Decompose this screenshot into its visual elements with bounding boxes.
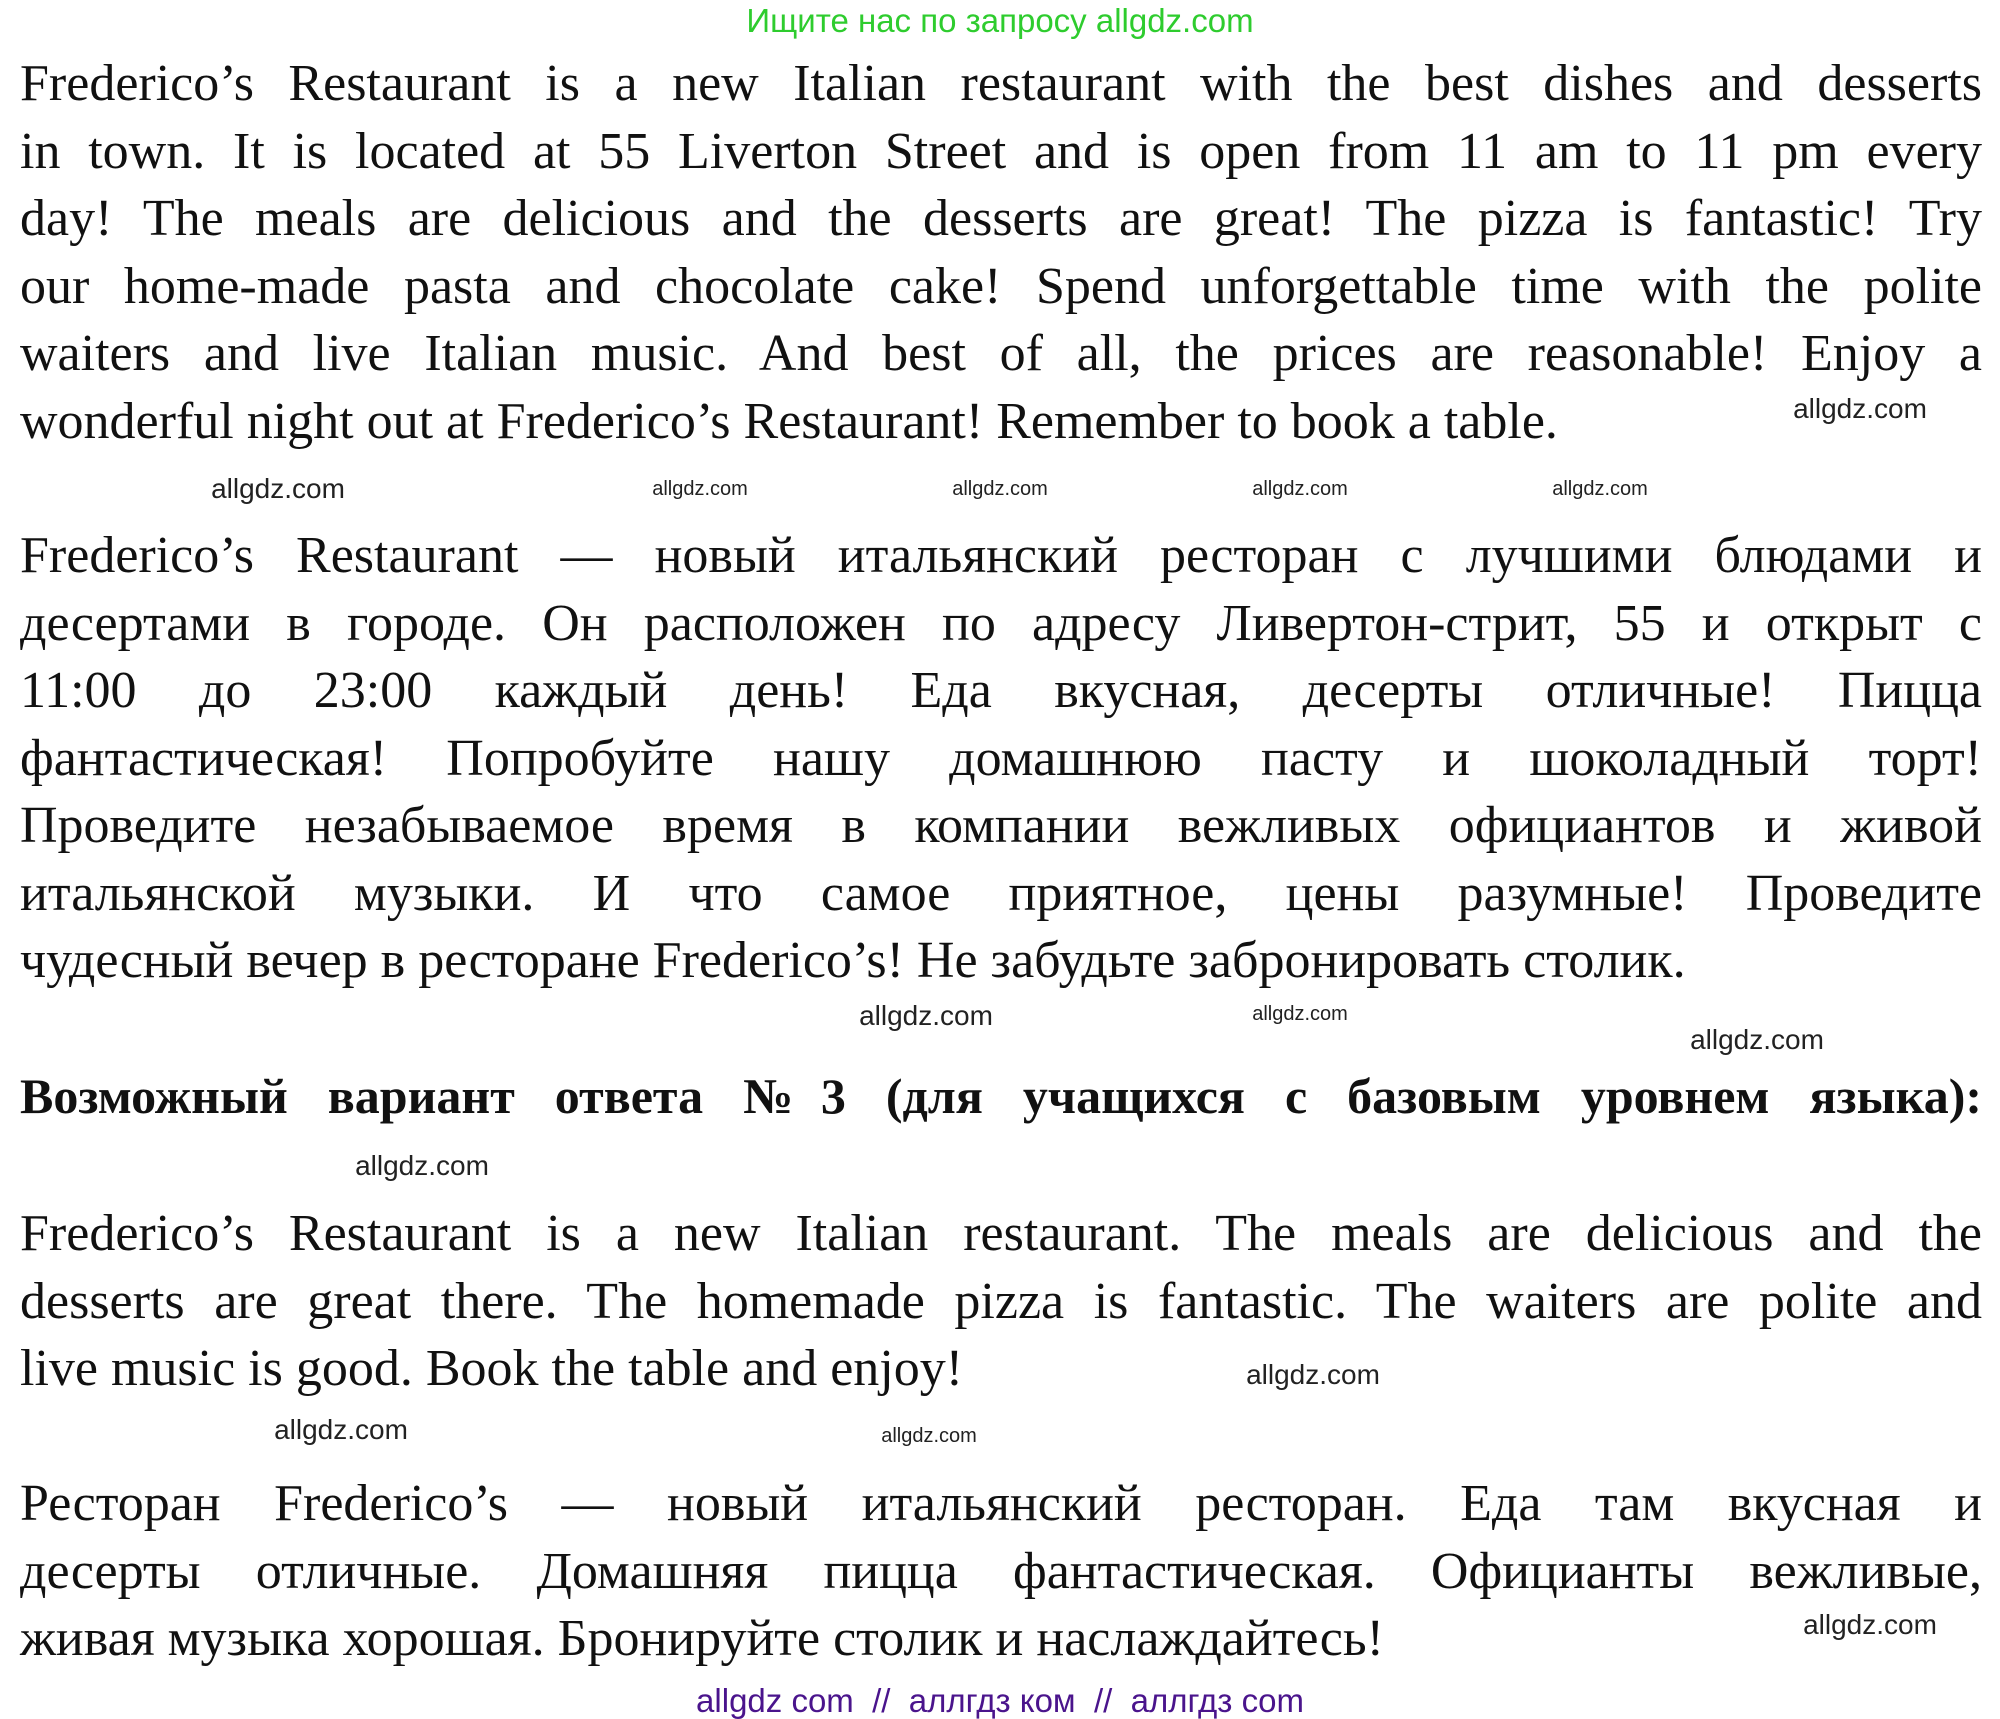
- paragraph-english-1: [20, 50, 1982, 455]
- footer-site-names: allgdz com // аллгдз ком // аллгдз com: [696, 1682, 1304, 1719]
- text-line: waiters and live Italian music. And best of all, the prices are reasonable! Enjoy a: [20, 325, 1982, 382]
- text-line: wonderful night out at Frederico’s Restaurant! Remember to book a table.: [20, 392, 1558, 450]
- text-line: фантастическая! Попробуйте нашу домашнюю пасту и шоколадный торт!: [20, 729, 1982, 787]
- paragraph-russian-2: [20, 1470, 1982, 1673]
- text-line: Ресторан Frederico’s — новый итальянский ресторан. Еда там вкусная и: [20, 1475, 1982, 1532]
- text-line: Frederico’s Restaurant — новый итальянский ресторан с лучшими блюдами и: [20, 527, 1982, 584]
- watermark: allgdz.com: [652, 478, 748, 500]
- watermark: allgdz.com: [355, 1150, 489, 1181]
- text-line: десерты отличные. Домашняя пицца фантастическая. Официанты вежливые,: [20, 1542, 1982, 1600]
- search-hint-banner: Ищите нас по запросу allgdz.com: [746, 2, 1254, 39]
- text-line: итальянской музыки. И что самое приятное, цены разумные! Проведите: [20, 864, 1982, 922]
- watermark: allgdz.com: [1552, 478, 1648, 500]
- text-line: desserts are great there. The homemade pizza is fantastic. The waiters are polite and: [20, 1272, 1982, 1330]
- watermark: allgdz.com: [1252, 1003, 1348, 1025]
- watermark: allgdz.com: [274, 1414, 408, 1445]
- text-line: Проведите незабываемое время в компании вежливых официантов и живой: [20, 797, 1982, 854]
- watermark: allgdz.com: [881, 1425, 977, 1447]
- watermark: allgdz.com: [952, 478, 1048, 500]
- text-line: 11:00 до 23:00 каждый день! Еда вкусная, десерты отличные! Пицца: [20, 662, 1982, 719]
- text-line: живая музыка хорошая. Бронируйте столик и наслаждайтесь!: [20, 1610, 1384, 1667]
- text-line: Frederico’s Restaurant is a new Italian restaurant. The meals are delicious and the: [20, 1205, 1982, 1262]
- watermark: allgdz.com: [211, 473, 345, 504]
- watermark: allgdz.com: [859, 1000, 993, 1031]
- text-line: Frederico’s Restaurant is a new Italian restaurant with the best dishes and desserts: [20, 55, 1982, 112]
- watermark: allgdz.com: [1252, 478, 1348, 500]
- text-line: live music is good. Book the table and enjoy!: [20, 1340, 964, 1397]
- watermark: allgdz.com: [1246, 1359, 1380, 1390]
- watermark: allgdz.com: [1793, 393, 1927, 424]
- paragraph-russian-1: [20, 522, 1982, 995]
- text-line: day! The meals are delicious and the desserts are great! The pizza is fantastic! Try: [20, 190, 1982, 247]
- text-line: десертами в городе. Он расположен по адресу Ливертон-стрит, 55 и открыт с: [20, 594, 1982, 652]
- text-line: чудесный вечер в ресторане Frederico’s! Не забудьте забронировать столик.: [20, 932, 1686, 989]
- text-line: our home-made pasta and chocolate cake! Spend unforgettable time with the polite: [20, 257, 1982, 315]
- answer-variant-heading: Возможный вариант ответа №3 (для учащихся с базовым уровнем языка):: [20, 1068, 1982, 1124]
- text-line: in town. It is located at 55 Liverton Street and is open from 11 am to 11 pm every: [20, 122, 1982, 180]
- watermark: allgdz.com: [1690, 1024, 1824, 1055]
- watermark: allgdz.com: [1803, 1609, 1937, 1640]
- paragraph-english-2: [20, 1200, 1982, 1403]
